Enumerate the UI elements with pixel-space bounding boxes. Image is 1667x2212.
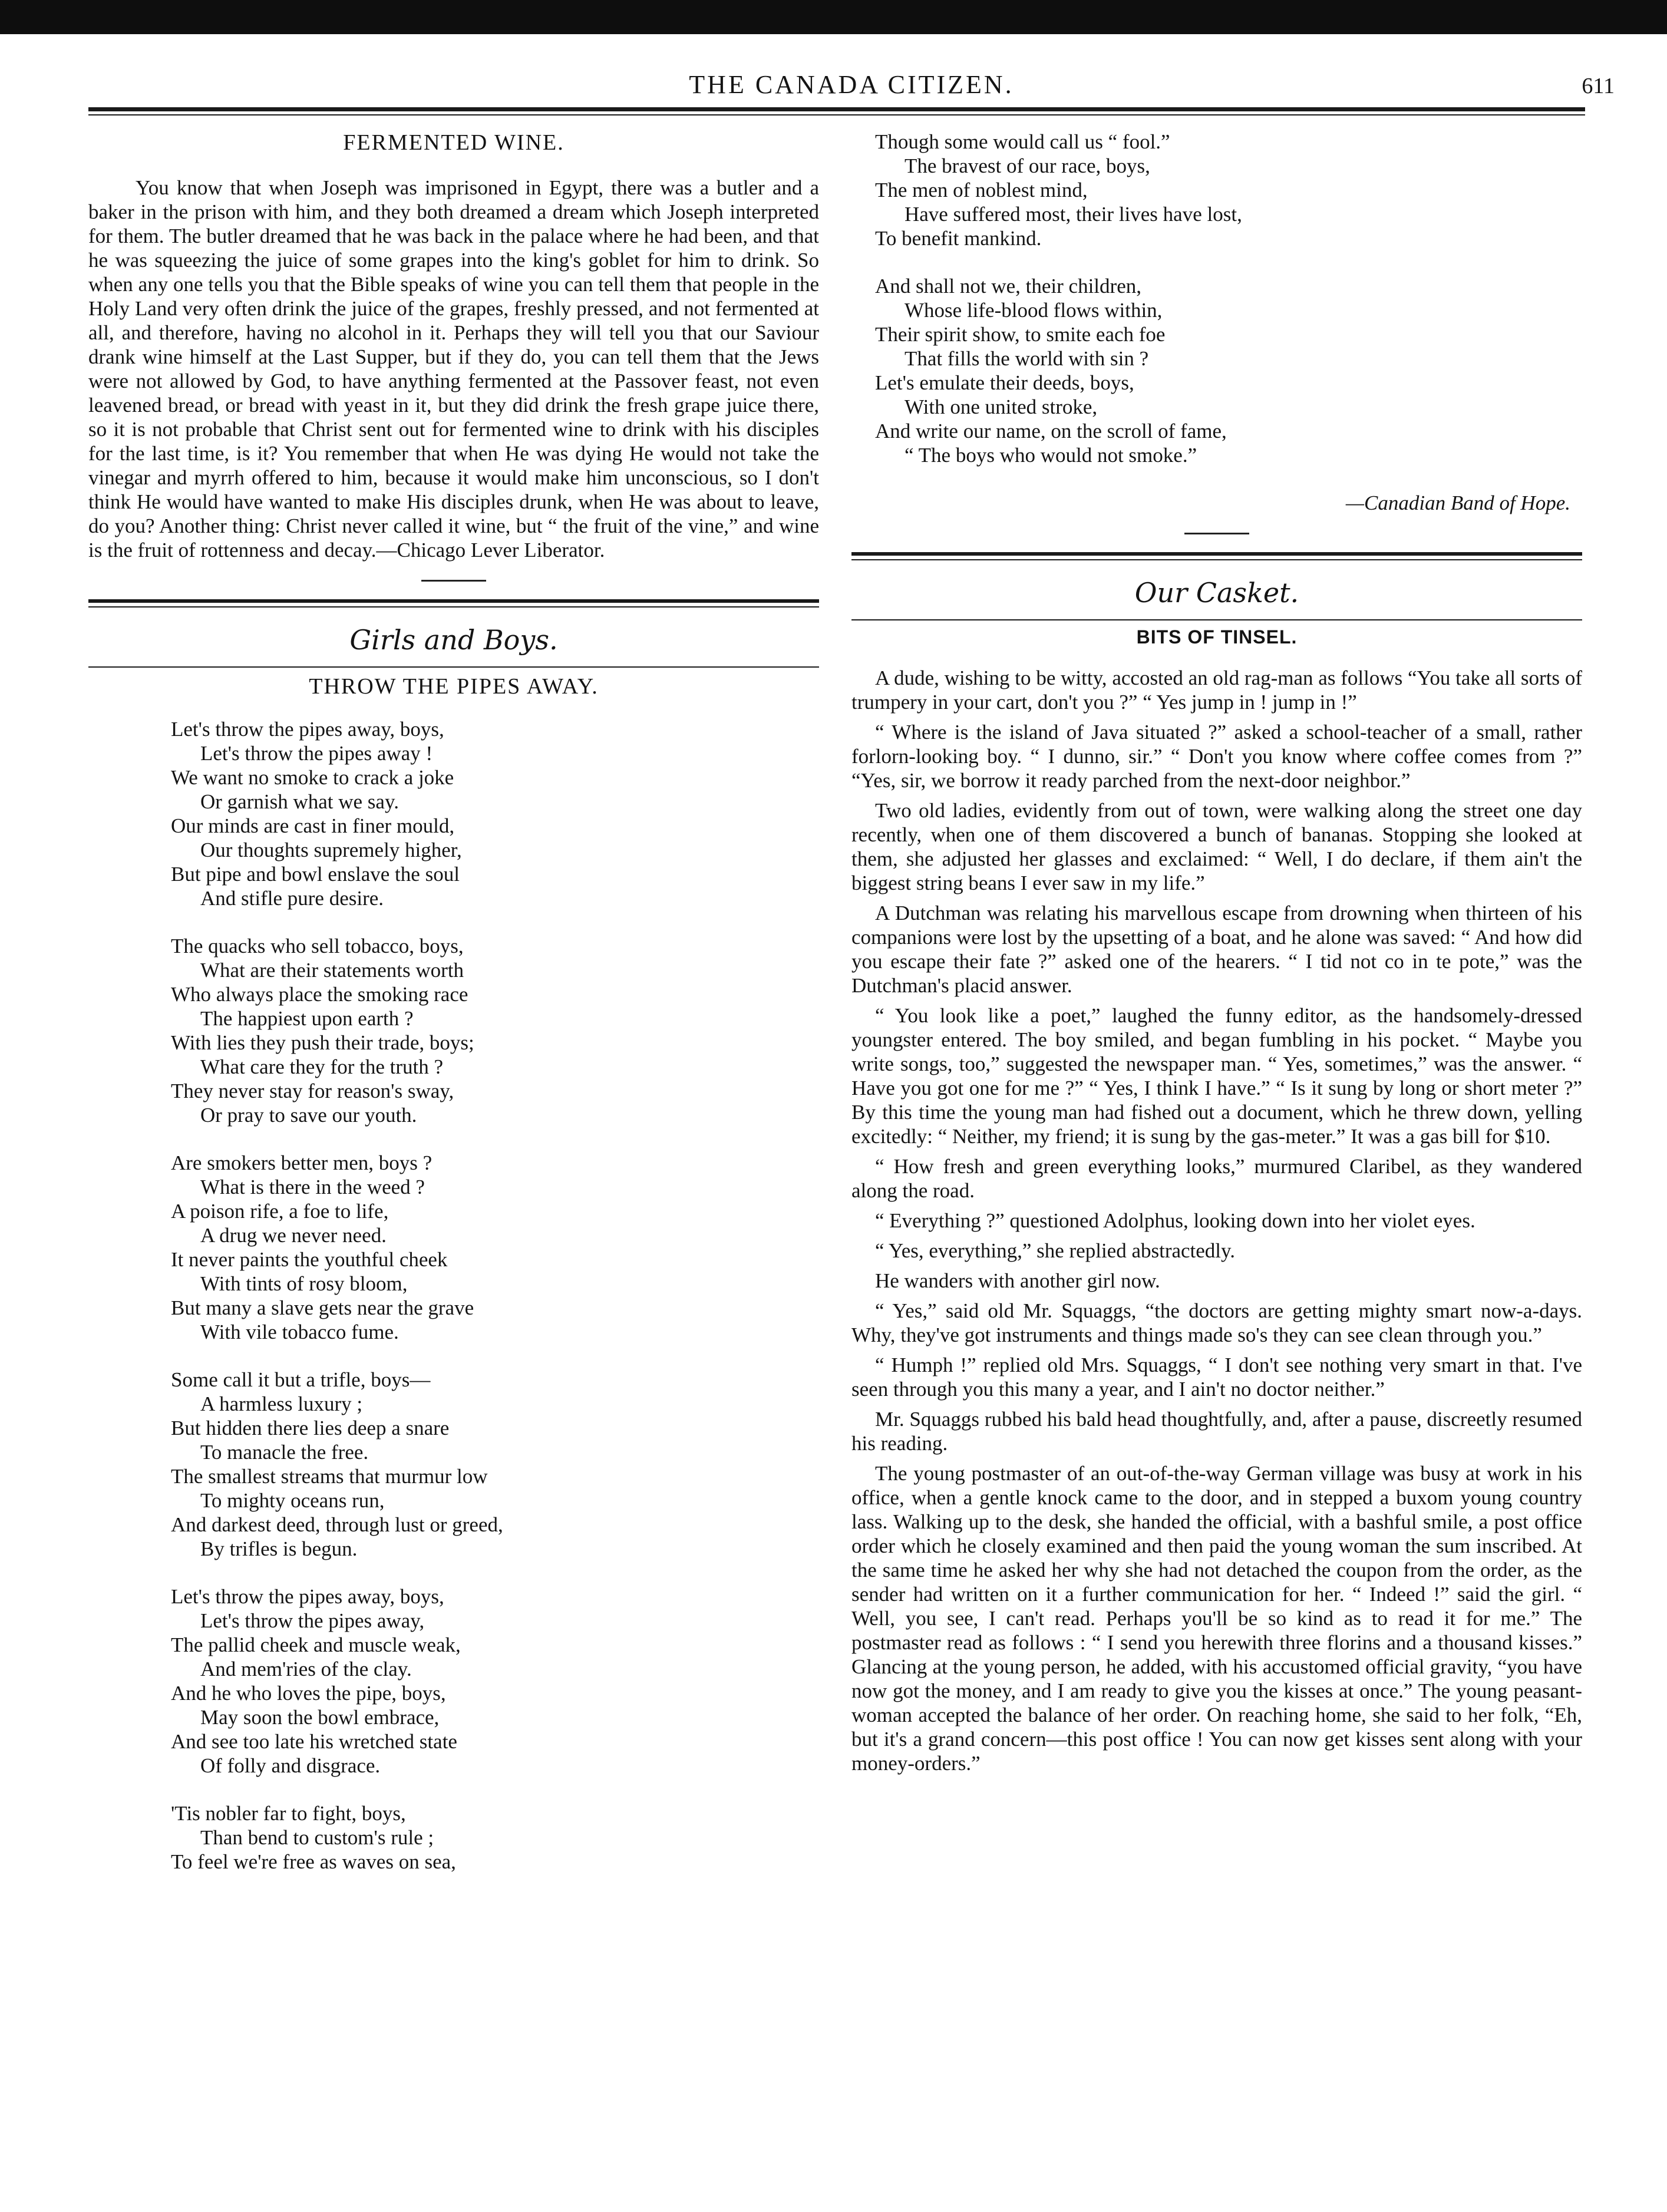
poem-stanza <box>88 934 819 1127</box>
poem-line: That fills the world with sin ? <box>905 347 1149 370</box>
poem-line: With lies they push their trade, boys; <box>171 1031 474 1054</box>
header-rule-thin <box>88 114 1585 115</box>
poem-end-rule <box>1184 533 1249 534</box>
poem-throw-the-pipes-away <box>88 717 819 1874</box>
poem-title: THROW THE PIPES AWAY. <box>309 674 599 699</box>
tinsel-paragraph: “ How fresh and green everything looks,” murmured Claribel, as they wandered along the road. <box>851 1155 1582 1202</box>
section-title-underline <box>88 666 819 668</box>
tinsel-paragraph: “ Yes,” said old Mr. Squaggs, “the doctors are getting mighty smart now-a-days. Why, they've got instruments and things made so's they can see clean through you.” <box>851 1299 1582 1346</box>
poem-stanza <box>88 1151 819 1344</box>
poem-line: The bravest of our race, boys, <box>905 154 1150 177</box>
tinsel-paragraph: The young postmaster of an out-of-the-way German village was busy at work in his office, when a gentle knock came to the door, and in stepped a buxom young country lass. Walking up to the desk, she handed the official, with a bashful smile, a post office order which he closely examined and then paid the young woman the sum inscribed. At the same time he asked her why she had not detached the coupon from the order, as the sender had written on it a further communication for her. “ Indeed !” said the girl. “ Well, you see, I can't read. Perhaps you'll be so kind as to read it for me.” The postmaster read as follows : “ I send you herewith three florins and a thousand kisses.” Glancing at the young person, he added, with his accustomed official gravity, “you have now got the money, and I am ready to give you the kisses at once.” The young peasant-woman accepted the balance of her order. On reaching home, she said to her folk, “Eh, but it's a grand concern—this post office ! You can now get kisses sent along with your money-orders.” <box>851 1462 1582 1775</box>
poem-line: With one united stroke, <box>905 395 1098 418</box>
poem-line: To manacle the free. <box>200 1441 369 1464</box>
poem-line: May soon the bowl embrace, <box>200 1706 440 1729</box>
poem-line: The men of noblest mind, <box>875 179 1088 202</box>
poem-line: Their spirit show, to smite each foe <box>875 323 1166 346</box>
tinsel-paragraph: “ Everything ?” questioned Adolphus, looking down into her violet eyes. <box>875 1209 1475 1232</box>
poem-line: The quacks who sell tobacco, boys, <box>171 935 464 958</box>
casket-rule-thick <box>851 552 1582 556</box>
poem-line: What are their statements worth <box>200 959 464 982</box>
poem-line: They never stay for reason's sway, <box>171 1079 454 1102</box>
poem-line: And stifle pure desire. <box>200 887 384 910</box>
poem-line: But pipe and bowl enslave the soul <box>171 863 460 886</box>
poem-line: It never paints the youthful cheek <box>171 1248 448 1271</box>
poem-line: The pallid cheek and muscle weak, <box>171 1633 461 1656</box>
article-title-fermented-wine: FERMENTED WINE. <box>343 130 565 155</box>
poem-line: By trifles is begun. <box>200 1537 358 1560</box>
tinsel-paragraph: A Dutchman was relating his marvellous escape from drowning when thirteen of his companions were lost by the upsetting of a boat, and he alone was saved: “ And how did you escape their fate ?” asked one of the hearers. “ I tid not co in te pote,” was the Dutchman's placid answer. <box>851 902 1582 997</box>
poem-signature: —Canadian Band of Hope. <box>1345 491 1570 514</box>
casket-rule-thin <box>851 559 1582 560</box>
poem-line: A poison rife, a foe to life, <box>171 1200 389 1223</box>
scan-top-border <box>0 0 1667 34</box>
poem-stanza <box>88 1368 819 1561</box>
poem-line: Let's throw the pipes away ! <box>200 742 433 765</box>
newspaper-title: THE CANADA CITIZEN. <box>689 70 1014 99</box>
poem-line: And see too late his wretched state <box>171 1730 457 1753</box>
poem-line: Let's throw the pipes away, boys, <box>171 718 444 741</box>
poem-line: To benefit mankind. <box>875 227 1042 250</box>
section-rule-thin <box>88 606 819 608</box>
poem-line: Or pray to save our youth. <box>200 1104 417 1127</box>
tinsel-paragraph: A dude, wishing to be witty, accosted an old rag-man as follows “You take all sorts of trumpery in your cart, don't you ?” “ Yes jump in ! jump in !” <box>851 666 1582 714</box>
poem-line: The smallest streams that murmur low <box>171 1465 488 1488</box>
bits-of-tinsel-items <box>851 666 1582 1775</box>
left-column <box>88 130 819 1897</box>
poem-stanza <box>88 1584 819 1778</box>
poem-line: And write our name, on the scroll of fame, <box>875 420 1227 443</box>
tinsel-paragraph: Two old ladies, evidently from out of town, were walking along the street one day recently, when one of them discovered a bunch of bananas. Stopping she looked at them, she adjusted her glasses and exclaimed: “ Well, I do declare, if them ain't the biggest string beans I ever saw in my life.” <box>851 799 1582 894</box>
poem-stanza <box>88 1801 819 1874</box>
poem-line: With vile tobacco fume. <box>200 1320 399 1343</box>
poem-stanza <box>851 130 1582 250</box>
poem-line: A harmless luxury ; <box>200 1392 363 1415</box>
tinsel-paragraph: Mr. Squaggs rubbed his bald head thoughtfully, and, after a pause, discreetly resumed his reading. <box>851 1408 1582 1455</box>
tinsel-paragraph: “ Humph !” replied old Mrs. Squaggs, “ I don't see nothing very smart in that. I've seen through you this many a year, and I ain't no doctor neither.” <box>851 1353 1582 1401</box>
poem-stanza <box>851 274 1582 467</box>
poem-line: Some call it but a trifle, boys— <box>171 1368 431 1391</box>
poem-continuation <box>851 130 1582 467</box>
poem-line: “ The boys who would not smoke.” <box>905 444 1197 467</box>
tinsel-paragraph: “ You look like a poet,” laughed the funny editor, as the handsomely-dressed youngster entered. The boy smiled, and began fumbling in his pocket. “ Maybe you write songs, too,” suggested the newspaper man. “ Yes, sometimes,” was the answer. “ Have you got one for me ?” “ Yes, I think I have.” “ Is it sung by long or short meter ?” By this time the young man had fished out a document, which he threw down, yelling excitedly: “ Neither, my friend; it is sung by the gas-meter.” It was a gas bill for $10. <box>851 1004 1582 1148</box>
poem-line: What is there in the weed ? <box>200 1176 425 1199</box>
section-rule-thick <box>88 599 819 603</box>
tinsel-paragraph: “ Yes, everything,” she replied abstractedly. <box>875 1239 1236 1262</box>
poem-line: But hidden there lies deep a snare <box>171 1417 450 1440</box>
subsection-title-bits-of-tinsel: BITS OF TINSEL. <box>1136 626 1298 648</box>
poem-line: A drug we never need. <box>200 1224 387 1247</box>
section-title-our-casket: Our Casket. <box>1134 577 1299 609</box>
poem-line: But many a slave gets near the grave <box>171 1296 474 1319</box>
page-header <box>88 70 1615 105</box>
poem-line: Or garnish what we say. <box>200 790 399 813</box>
poem-line: To mighty oceans run, <box>200 1489 385 1512</box>
tinsel-paragraph: “ Where is the island of Java situated ?” asked a school-teacher of a small, rather forlorn-looking boy. “ I dunno, sir.” “ Don't you know where coffee comes from ?” “Yes, sir, we borrow it ready parched from the next-door neighbor.” <box>851 721 1582 792</box>
poem-line: Let's throw the pipes away, <box>200 1609 425 1632</box>
poem-line: Whose life-blood flows within, <box>905 299 1163 322</box>
poem-line: Have suffered most, their lives have lost, <box>905 203 1242 226</box>
poem-line: And darkest deed, through lust or greed, <box>171 1513 503 1536</box>
poem-line: Than bend to custom's rule ; <box>200 1826 434 1849</box>
right-column <box>851 130 1582 1781</box>
article-end-rule <box>421 580 486 582</box>
poem-line: And mem'ries of the clay. <box>200 1658 412 1681</box>
poem-line: The happiest upon earth ? <box>200 1007 414 1030</box>
poem-stanza <box>88 717 819 910</box>
poem-line: To feel we're free as waves on sea, <box>171 1850 456 1873</box>
header-rule-thick <box>88 107 1585 111</box>
poem-line: Of folly and disgrace. <box>200 1754 381 1777</box>
poem-line: And shall not we, their children, <box>875 275 1141 298</box>
poem-line: 'Tis nobler far to fight, boys, <box>171 1802 406 1825</box>
section-title-girls-and-boys: Girls and Boys. <box>349 624 558 656</box>
poem-line: And he who loves the pipe, boys, <box>171 1682 446 1705</box>
poem-line: What care they for the truth ? <box>200 1055 444 1078</box>
tinsel-paragraph: He wanders with another girl now. <box>875 1269 1160 1292</box>
poem-line: With tints of rosy bloom, <box>200 1272 408 1295</box>
page-number: 611 <box>1582 74 1615 98</box>
poem-line: We want no smoke to crack a joke <box>171 766 454 789</box>
poem-line: Our thoughts supremely higher, <box>200 838 462 861</box>
poem-line: Let's emulate their deeds, boys, <box>875 371 1134 394</box>
article-body-fermented-wine: You know that when Joseph was imprisoned in Egypt, there was a butler and a baker in the prison with him, and they both dreamed a dream which Joseph interpreted for them. The butler dreamed that he was back in the palace where he had been, and that he was squeezing the juice of some grapes into the king's goblet for him to drink. So when any one tells you that the Bible speaks of wine you can tell them that people in the Holy Land very often drink the juice of the grapes, freshly pressed, and not fermented at all, and therefore, having no alcohol in it. Perhaps they will tell you that our Saviour drank wine himself at the Last Supper, but if they do, you can tell them that the Jews were not allowed by God, to have anything fermented at the Passover feast, not even leavened bread, or bread with yeast in it, but they did drink the fresh grape juice there, so it is not probable that Christ sent out for fermented wine to drink with his disciples for the last time, is it? You remember that when He was dying He would not take the vinegar and myrrh offered to him, because it would make him unconscious, so I don't think He would have wanted to make His disciples drunk, when He was about to leave, do you? Another thing: Christ never called it wine, but “ the fruit of the vine,” and wine is the fruit of rottenness and decay.—Chicago Lever Liberator. <box>88 176 819 562</box>
poem-line: Let's throw the pipes away, boys, <box>171 1585 444 1608</box>
casket-title-underline <box>851 619 1582 620</box>
poem-line: Our minds are cast in finer mould, <box>171 814 455 837</box>
poem-line: Though some would call us “ fool.” <box>875 130 1170 153</box>
poem-line: Who always place the smoking race <box>171 983 468 1006</box>
poem-line: Are smokers better men, boys ? <box>171 1151 433 1174</box>
